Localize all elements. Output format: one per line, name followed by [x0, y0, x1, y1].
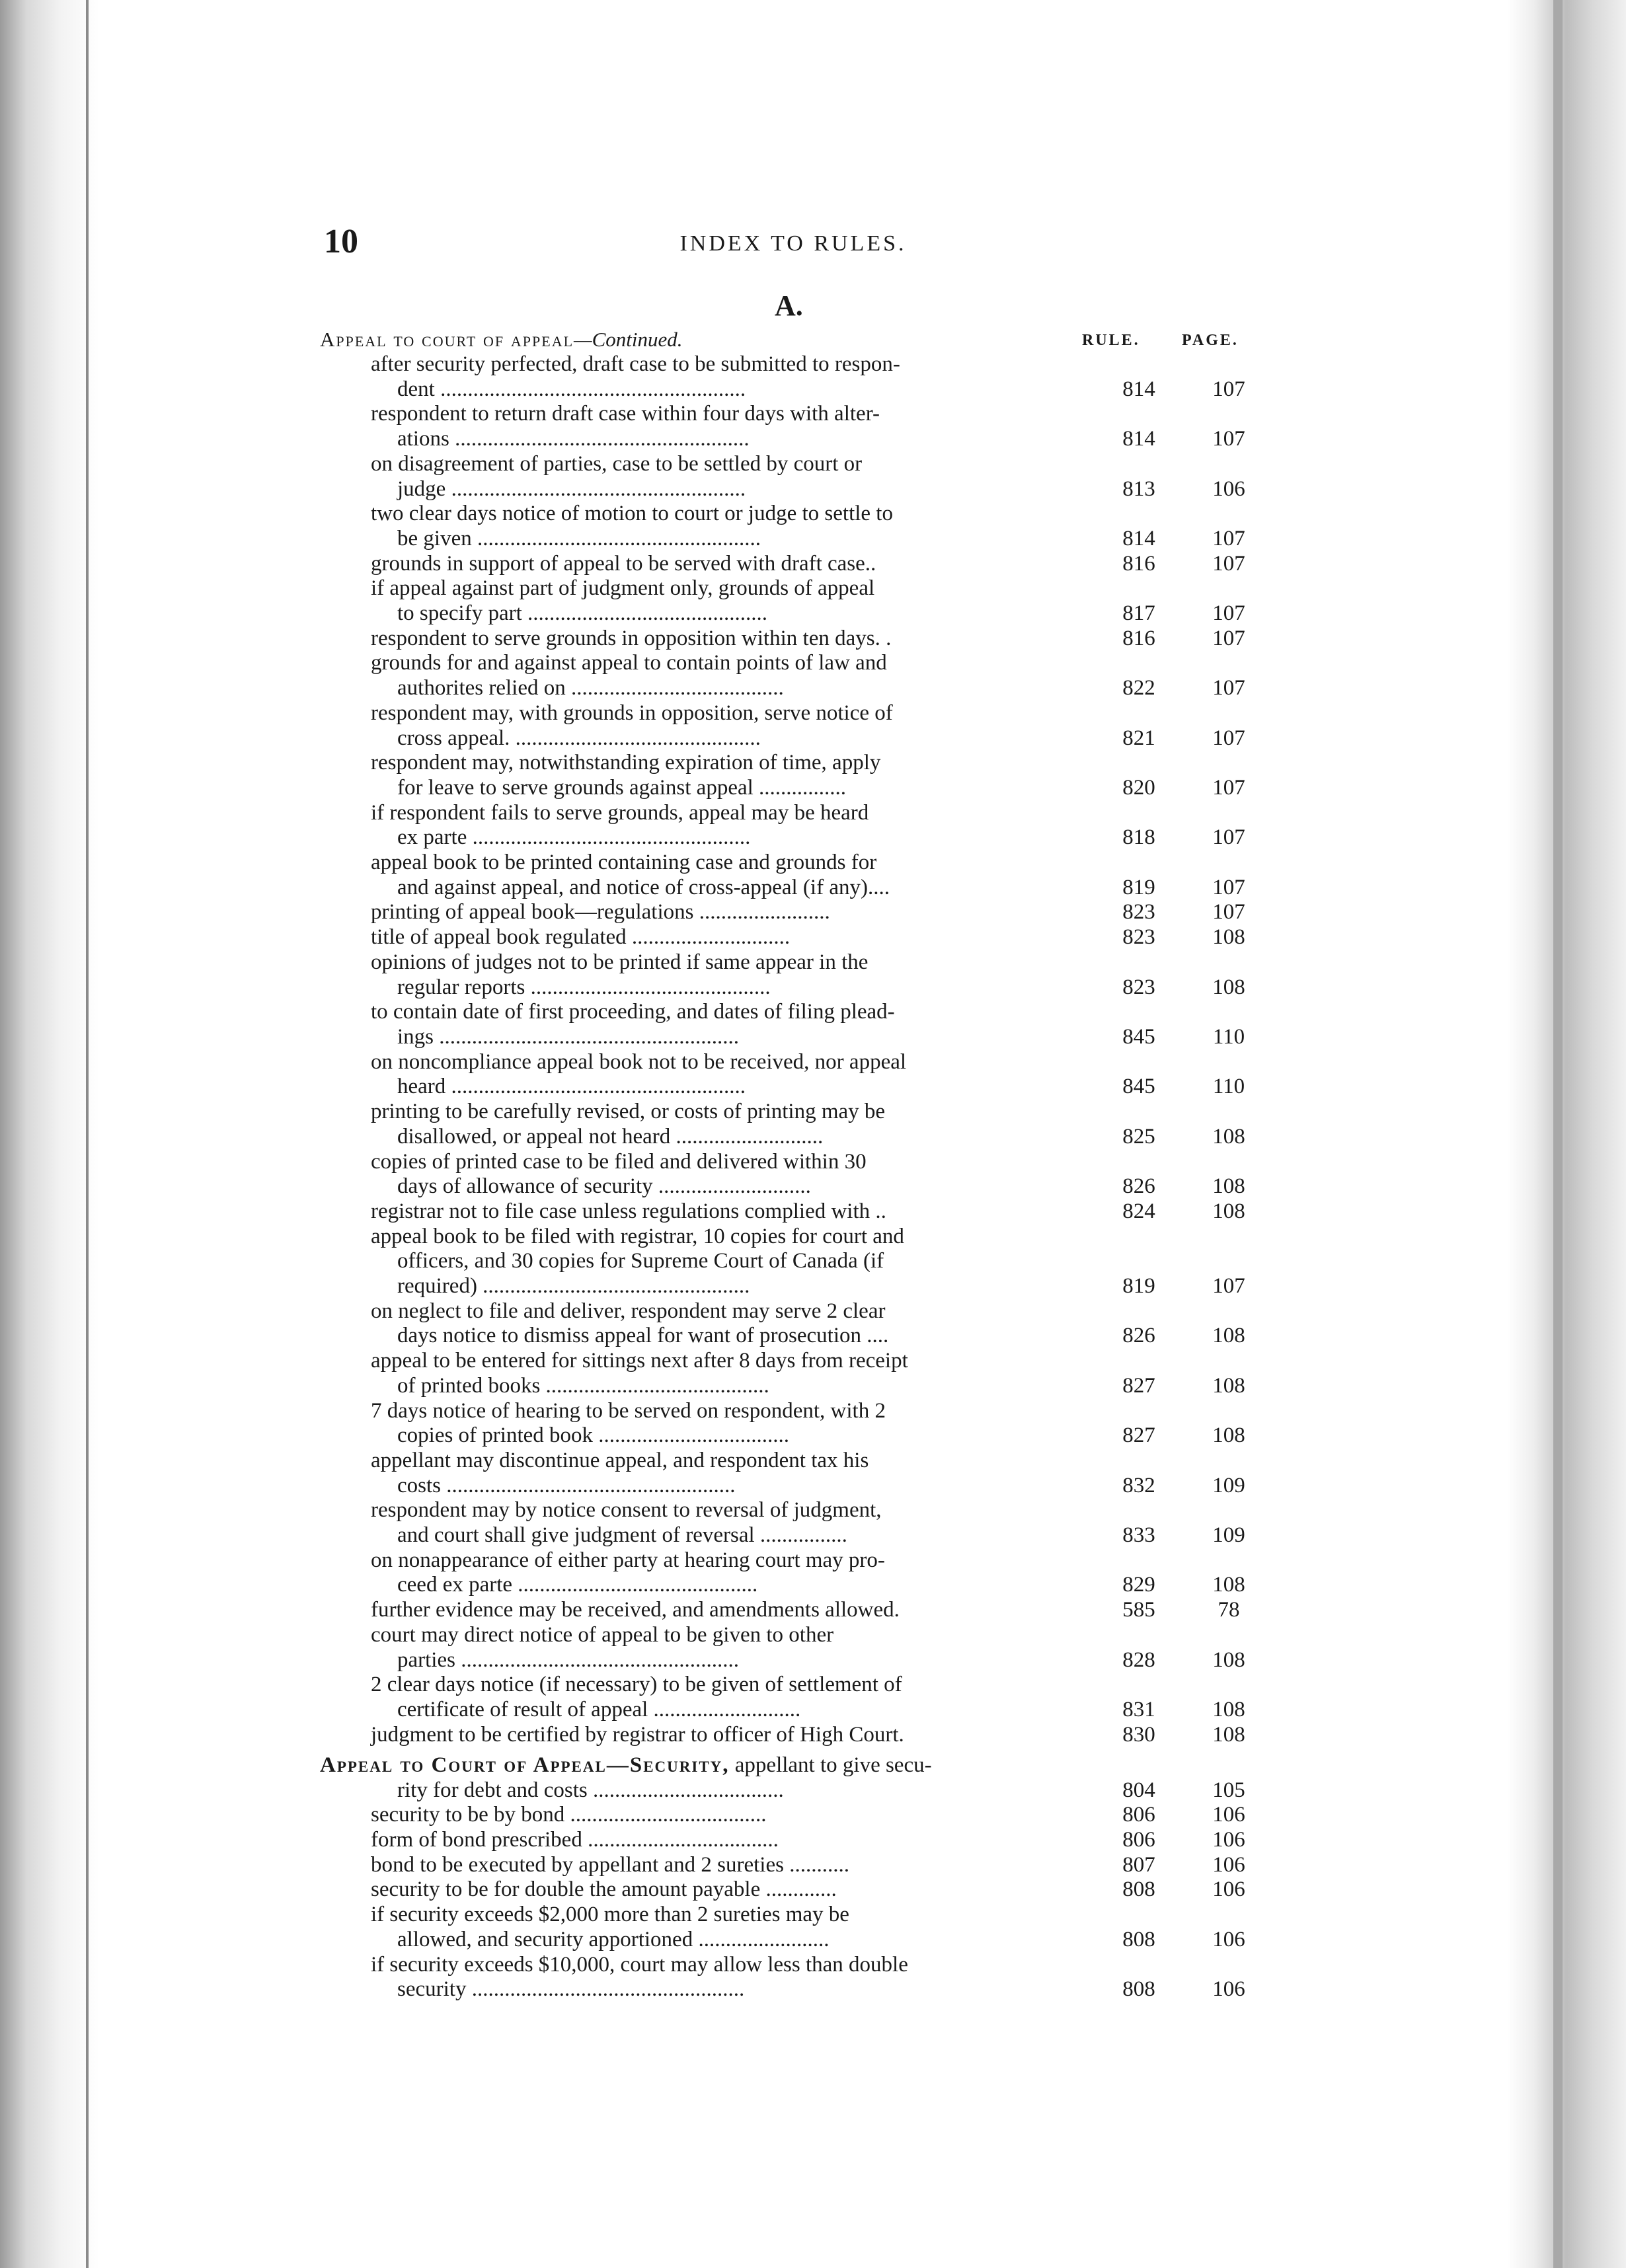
index-entry: [320, 1598, 1272, 1623]
entry-text-continued: ings .......................................................: [397, 1024, 740, 1049]
index-entry: [320, 801, 1272, 850]
page-reference: 109: [1212, 1523, 1245, 1548]
page-reference: 107: [1212, 875, 1245, 899]
page-reference: 110: [1212, 1024, 1245, 1049]
page-reference: 108: [1212, 1174, 1245, 1199]
index-entry: [320, 1449, 1272, 1498]
entry-text-continued: required) .................................................: [397, 1274, 750, 1299]
group-gap: [320, 1747, 1272, 1753]
entry-text-continued: regular reports ............................................: [397, 975, 771, 999]
index-entry: [320, 502, 1272, 551]
rule-number: 829: [1122, 1573, 1155, 1597]
entry-text-continued: parties ...................................................: [397, 1647, 739, 1672]
entry-text: to contain date of first proceeding, and dates of filing plead-: [371, 1000, 895, 1024]
entry-text: respondent to serve grounds in opposition within ten days. .: [371, 626, 892, 650]
index-entry: [320, 352, 1272, 402]
heading-security-text: appellant to give secu-: [729, 1753, 932, 1778]
rule-number: 822: [1122, 676, 1155, 700]
page-reference: 106: [1212, 1828, 1245, 1852]
index-entry: [320, 552, 1272, 577]
entry-text: registrar not to file case unless regulations complied with ..: [371, 1199, 886, 1223]
heading-label: Appeal to court of appeal: [320, 328, 574, 351]
entry-text: printing of appeal book—regulations ........................: [371, 900, 830, 925]
entry-text-continued: judge ......................................................: [397, 476, 746, 501]
rule-number: 820: [1122, 775, 1155, 800]
page-reference: 108: [1212, 1573, 1245, 1597]
index-entry: [320, 576, 1272, 626]
page-reference: 106: [1212, 1877, 1245, 1902]
index-entry: [320, 1225, 1272, 1299]
index-heading: [320, 326, 1272, 352]
entry-text: judgment to be certified by registrar to officer of High Court.: [371, 1722, 904, 1747]
entry-text-continued: dent ........................................................: [397, 377, 746, 401]
page-reference: 106: [1212, 1803, 1245, 1827]
index-entry: [320, 651, 1272, 700]
heading-security-wrap: rity for debt and costs ...................................: [397, 1778, 784, 1803]
rule-number: 821: [1122, 726, 1155, 750]
page-reference: 108: [1212, 1324, 1245, 1348]
page-reference: 108: [1212, 1647, 1245, 1672]
entry-text-continued: for leave to serve grounds against appeal ................: [397, 775, 847, 800]
entry-text-continued: allowed, and security apportioned ........................: [397, 1927, 830, 1951]
entry-text: respondent to return draft case within four days with alter-: [371, 402, 880, 426]
rule-number: 585: [1122, 1598, 1155, 1622]
rule-number: 823: [1122, 925, 1155, 950]
index-entry: [320, 1828, 1272, 1853]
entry-text: form of bond prescribed ...................................: [371, 1828, 779, 1852]
rule-number: 814: [1122, 427, 1155, 451]
index-entry: [320, 1877, 1272, 1903]
page-reference: 109: [1212, 1473, 1245, 1497]
rule-number: 819: [1122, 875, 1155, 899]
index-entry: [320, 1673, 1272, 1722]
entry-text: security to be by bond ....................................: [371, 1803, 767, 1827]
index-entry: [320, 1349, 1272, 1398]
index-entry: [320, 626, 1272, 652]
page-reference: 108: [1212, 1697, 1245, 1721]
page-reference: 108: [1212, 925, 1245, 950]
page-reference: 107: [1212, 377, 1245, 401]
page-reference: 107: [1212, 427, 1245, 451]
rule-number: 845: [1122, 1024, 1155, 1049]
entry-text: respondent may, with grounds in opposition, serve notice of: [371, 700, 893, 725]
index-entry: [320, 1000, 1272, 1049]
rule-number: 824: [1122, 1199, 1155, 1223]
entry-text: respondent may, notwithstanding expiration of time, apply: [371, 751, 881, 775]
index-group-appeal: [320, 352, 1272, 1747]
index-entry: [320, 701, 1272, 751]
entry-text-continued: to specify part ............................................: [397, 601, 768, 626]
index-entry: [320, 1548, 1272, 1598]
entry-text: if security exceeds $2,000 more than 2 sureties may be: [371, 1903, 849, 1927]
rule-number: 816: [1122, 626, 1155, 650]
column-header-page: PAGE.: [1182, 332, 1239, 349]
entry-text: on nonappearance of either party at hearing court may pro-: [371, 1548, 885, 1572]
entry-text: grounds for and against appeal to contain points of law and: [371, 651, 887, 675]
page-reference: 107: [1212, 601, 1245, 626]
entry-text: grounds in support of appeal to be served with draft case..: [371, 551, 876, 576]
entry-text-continued: authorites relied on .......................................: [397, 676, 784, 700]
rule-number: 813: [1122, 476, 1155, 501]
entry-text: respondent may by notice consent to reversal of judgment,: [371, 1498, 882, 1523]
page-reference: 108: [1212, 1199, 1245, 1223]
page-reference: 105: [1212, 1778, 1245, 1803]
heading-continued: —Continued.: [574, 328, 683, 351]
rule-number: 808: [1122, 1877, 1155, 1902]
entry-text-continued: ex parte ...................................................: [397, 825, 751, 850]
section-letter: A.: [775, 289, 803, 322]
rule-number: 833: [1122, 1523, 1155, 1548]
entry-text: opinions of judges not to be printed if same appear in the: [371, 950, 869, 974]
index-entry: [320, 1498, 1272, 1548]
index-entry: [320, 1399, 1272, 1449]
index-entry: [320, 1299, 1272, 1349]
page-reference: 107: [1212, 526, 1245, 550]
entry-text: if security exceeds $10,000, court may allow less than double: [371, 1952, 908, 1977]
entry-text: title of appeal book regulated .............................: [371, 925, 791, 950]
rule-number: 825: [1122, 1124, 1155, 1149]
entry-text: 2 clear days notice (if necessary) to be given of settlement of: [371, 1673, 902, 1697]
rule-number: 828: [1122, 1647, 1155, 1672]
rule-number: 817: [1122, 601, 1155, 626]
entry-text: on noncompliance appeal book not to be received, nor appeal: [371, 1049, 907, 1074]
rule-number: 831: [1122, 1697, 1155, 1721]
rule-number: 808: [1122, 1927, 1155, 1951]
rule-number: 806: [1122, 1828, 1155, 1852]
rule-number: 826: [1122, 1324, 1155, 1348]
index-entry: [320, 1623, 1272, 1673]
entry-text-continued: certificate of result of appeal ...........................: [397, 1697, 801, 1721]
rule-number: 827: [1122, 1423, 1155, 1448]
entry-text: printing to be carefully revised, or costs of printing may be: [371, 1100, 886, 1124]
index-entry: [320, 900, 1272, 925]
rule-number: 816: [1122, 551, 1155, 576]
entry-text: on neglect to file and deliver, respondent may serve 2 clear: [371, 1299, 886, 1323]
rule-number: 830: [1122, 1722, 1155, 1747]
index-entry: [320, 452, 1272, 502]
page-reference: 108: [1212, 1373, 1245, 1398]
entry-text-continued: costs .....................................................: [397, 1473, 736, 1497]
rule-number: 845: [1122, 1075, 1155, 1099]
heading-security-label: Appeal to Court of Appeal—Security,: [320, 1753, 730, 1778]
index-entry: [320, 402, 1272, 451]
rule-number: 819: [1122, 1274, 1155, 1299]
page-reference: 106: [1212, 476, 1245, 501]
entry-text: two clear days notice of motion to court or judge to settle to: [371, 502, 893, 526]
page-binding-left: [0, 0, 99, 2268]
entry-text: appellant may discontinue appeal, and respondent tax his: [371, 1448, 869, 1472]
entry-text-continued: heard ......................................................: [397, 1075, 746, 1099]
entry-text-continued: days of allowance of security ............................: [397, 1174, 811, 1199]
rule-number: 814: [1122, 526, 1155, 550]
rule-number: 823: [1122, 900, 1155, 925]
entry-text-continued: days notice to dismiss appeal for want of prosecution ....: [397, 1324, 889, 1348]
rule-number: 832: [1122, 1473, 1155, 1497]
index-entry: [320, 850, 1272, 900]
entry-text: further evidence may be received, and amendments allowed.: [371, 1598, 900, 1622]
page-reference: 107: [1212, 825, 1245, 850]
page-reference: 106: [1212, 1977, 1245, 2002]
page-reference: 108: [1212, 1722, 1245, 1747]
index-entry: [320, 1100, 1272, 1149]
index-entry: [320, 1953, 1272, 2002]
entry-text-continued: of printed books .........................................: [397, 1373, 769, 1398]
page-reference: 107: [1212, 900, 1245, 925]
index-entry: [320, 1199, 1272, 1225]
index-heading-security: [320, 1753, 1272, 1803]
heading-security-line: [320, 1753, 932, 1777]
entry-text: 7 days notice of hearing to be served on respondent, with 2: [371, 1398, 886, 1423]
index-list: [320, 326, 1272, 2002]
rule-number: 806: [1122, 1803, 1155, 1827]
rule-number: 826: [1122, 1174, 1155, 1199]
page-number: 10: [324, 223, 358, 260]
rule-number: 808: [1122, 1977, 1155, 2002]
column-header-rule: RULE.: [1082, 332, 1140, 349]
entry-text-continued: and court shall give judgment of reversal ................: [397, 1523, 847, 1548]
page-reference: 107: [1212, 726, 1245, 750]
rule-number: 827: [1122, 1373, 1155, 1398]
index-entry: [320, 925, 1272, 950]
page-reference: 110: [1212, 1075, 1245, 1099]
rule-number: 807: [1122, 1852, 1155, 1877]
page-reference: 107: [1212, 626, 1245, 650]
entry-text-continued: security ..................................................: [397, 1977, 745, 2002]
page-reference: 107: [1212, 1274, 1245, 1299]
entry-text-continued: be given ....................................................: [397, 526, 761, 550]
entry-text-continued: cross appeal. .............................................: [397, 726, 761, 750]
entry-text: on disagreement of parties, case to be settled by court or: [371, 451, 863, 476]
page-reference: 78: [1218, 1598, 1240, 1622]
entry-text-continued: ations ......................................................: [397, 427, 750, 451]
entry-text: if respondent fails to serve grounds, appeal may be heard: [371, 800, 869, 825]
entry-text-continued: and against appeal, and notice of cross-appeal (if any)....: [397, 875, 890, 899]
page-reference: 108: [1212, 1124, 1245, 1149]
entry-text: appeal to be entered for sittings next after 8 days from receipt: [371, 1349, 908, 1373]
index-group-security: [320, 1803, 1272, 2002]
running-head: INDEX TO RULES.: [679, 231, 907, 256]
index-entry: [320, 1723, 1272, 1748]
index-entry: [320, 751, 1272, 800]
entry-text-continued: copies of printed book ...................................: [397, 1423, 790, 1448]
entry-text: appeal book to be printed containing case and grounds for: [371, 850, 877, 875]
page-reference: 107: [1212, 676, 1245, 700]
entry-text: appeal book to be filed with registrar, 10 copies for court and: [371, 1224, 904, 1248]
entry-text: bond to be executed by appellant and 2 sureties ...........: [371, 1852, 849, 1877]
page-reference: 108: [1212, 1423, 1245, 1448]
entry-text-continued: ceed ex parte ............................................: [397, 1573, 758, 1597]
rule-number: 823: [1122, 975, 1155, 999]
entry-text-continued: disallowed, or appeal not heard ...........................: [397, 1124, 824, 1149]
page-reference: 108: [1212, 975, 1245, 999]
rule-number: 814: [1122, 377, 1155, 401]
page-reference: 106: [1212, 1927, 1245, 1951]
page-reference: 107: [1212, 775, 1245, 800]
page-reference: 106: [1212, 1852, 1245, 1877]
entry-text: security to be for double the amount payable .............: [371, 1877, 837, 1902]
index-entry: [320, 1903, 1272, 1952]
index-entry: [320, 1050, 1272, 1100]
rule-number: 804: [1122, 1778, 1155, 1803]
page-binding-right: [1507, 0, 1626, 2268]
index-entry: [320, 1853, 1272, 1878]
entry-text: court may direct notice of appeal to be given to other: [371, 1622, 834, 1647]
index-entry: [320, 950, 1272, 1000]
entry-text: if appeal against part of judgment only, grounds of appeal: [371, 576, 875, 601]
page-reference: 107: [1212, 551, 1245, 576]
entry-text: copies of printed case to be filed and delivered within 30: [371, 1149, 867, 1174]
index-entry: [320, 1803, 1272, 1828]
entry-text: after security perfected, draft case to be submitted to respon-: [371, 352, 900, 376]
index-entry: [320, 1150, 1272, 1199]
rule-number: 818: [1122, 825, 1155, 850]
entry-text-continued: officers, and 30 copies for Supreme Court of Canada (if: [397, 1249, 884, 1273]
